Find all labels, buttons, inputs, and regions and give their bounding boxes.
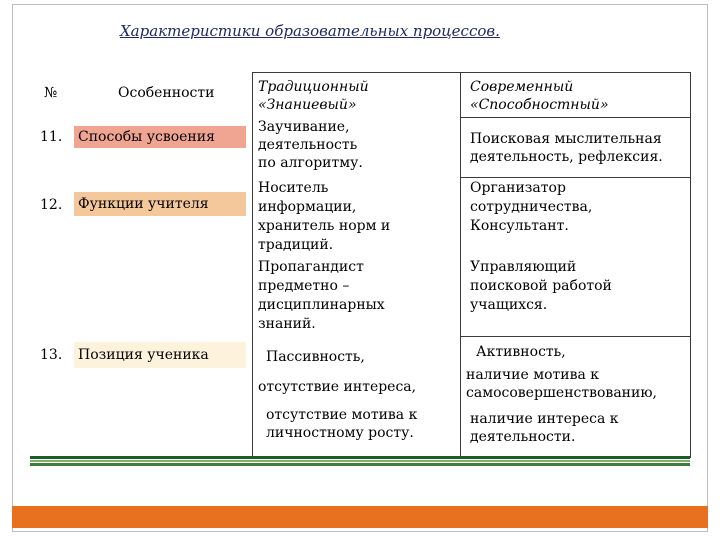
divider-stripe <box>30 456 690 459</box>
divider-stripe <box>30 463 690 466</box>
header-features: Особенности <box>118 85 215 101</box>
column-divider <box>690 72 691 458</box>
traditional-cell-line: информации, <box>258 199 357 215</box>
row-number: 13. <box>40 347 63 363</box>
feature-cell: Функции учителя <box>74 192 246 216</box>
modern-cell-line: самосовершенствованию, <box>466 385 657 401</box>
modern-cell-line: поисковой работой <box>470 278 612 294</box>
row-divider <box>460 117 690 118</box>
traditional-cell-line: хранитель норм и <box>258 218 391 234</box>
traditional-cell-line: Пропагандист <box>258 259 364 275</box>
modern-cell-line: деятельность, рефлексия. <box>470 149 663 165</box>
header-number: № <box>44 85 58 101</box>
modern-cell-line: Консультант. <box>470 218 569 234</box>
table-top-rule <box>252 72 690 73</box>
modern-cell-line: наличие интереса к <box>470 411 619 427</box>
traditional-cell-line: отсутствие мотива к <box>266 407 418 423</box>
modern-cell-line: Активность, <box>476 344 566 360</box>
modern-cell-line: сотрудничества, <box>470 199 593 215</box>
row-number: 11. <box>40 129 63 145</box>
header-modern-line1: Современный <box>470 79 574 95</box>
modern-cell-line: Поисковая мыслительная <box>470 131 662 147</box>
modern-cell-line: учащихся. <box>470 297 548 313</box>
row-number: 12. <box>40 197 63 213</box>
traditional-cell-line: знаний. <box>258 316 316 332</box>
modern-cell-line: деятельности. <box>470 429 576 445</box>
traditional-cell-line: деятельность <box>258 137 358 153</box>
traditional-cell-line: отсутствие интереса, <box>258 379 417 395</box>
header-modern-line2: «Способностный» <box>470 97 609 113</box>
traditional-cell-line: Заучивание, <box>258 119 350 135</box>
column-divider <box>460 72 461 458</box>
traditional-cell-line: по алгоритму. <box>258 155 363 171</box>
traditional-cell-line: дисциплинарных <box>258 297 385 313</box>
row-divider <box>460 336 690 337</box>
column-divider <box>252 72 253 458</box>
divider-stripe <box>30 460 690 462</box>
page-title: Характеристики образовательных процессов. <box>120 22 500 40</box>
row-divider <box>460 177 690 178</box>
traditional-cell-line: личностному росту. <box>266 425 414 441</box>
feature-cell: Способы усвоения <box>74 126 246 148</box>
header-traditional-line1: Традиционный <box>258 79 369 95</box>
traditional-cell-line: Носитель <box>258 180 329 196</box>
modern-cell-line: наличие мотива к <box>466 367 600 383</box>
footer-bar <box>12 506 708 528</box>
modern-cell-line: Организатор <box>470 180 566 196</box>
traditional-cell-line: Пассивность, <box>266 349 365 365</box>
traditional-cell-line: традиций. <box>258 237 334 253</box>
traditional-cell-line: предметно – <box>258 278 350 294</box>
modern-cell-line: Управляющий <box>470 259 577 275</box>
feature-cell: Позиция ученика <box>74 342 246 368</box>
header-traditional-line2: «Знаниевый» <box>258 97 357 113</box>
